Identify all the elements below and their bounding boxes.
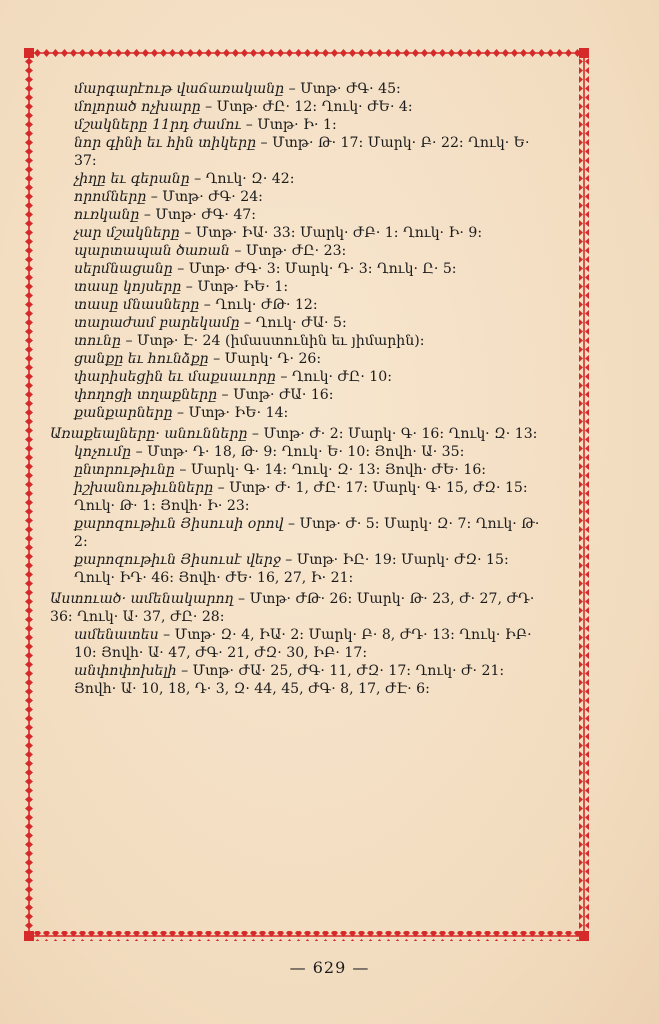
index-entry: [74, 188, 544, 206]
index-entry: [74, 242, 544, 260]
entry-references: – Ղուկ· ԺԸ· 10:: [275, 369, 392, 385]
entry-term: քանքարները: [74, 405, 173, 421]
page-number: — 629 —: [289, 958, 370, 977]
entry-references: – Մտթ· Ժ· 1, ԺԸ· 17: Մարկ· Գ· 15, ԺԶ· 15: Ղուկ· Թ· 1: Յովհ· Ի· 23:: [74, 480, 528, 514]
index-entry: [74, 626, 544, 662]
index-entry: [74, 443, 544, 461]
index-entry: [74, 134, 544, 170]
index-entry: [74, 206, 544, 224]
entry-references: – Մտթ· ԺԳ· 47:: [139, 207, 257, 223]
entry-references: – Մտթ· ԻԵ· 1:: [181, 279, 289, 295]
index-entry: [50, 590, 544, 626]
entry-references: – Մարկ· Դ· 26:: [208, 351, 322, 367]
entry-term: պարտապան ծառան: [74, 243, 230, 259]
entry-term: անփոփոխելի: [74, 663, 177, 679]
entry-references: – Ղուկ· Զ· 42:: [189, 171, 295, 187]
index-column: [50, 80, 544, 698]
entry-term: մարգարէութ վաճառականը: [74, 81, 285, 97]
entry-references: – Մտթ· Ժ· 5: Մարկ· Զ· 7: Ղուկ· Թ· 2:: [74, 516, 540, 550]
entry-term: Աստուած· ամենակարող: [50, 591, 234, 607]
entry-references: – Մտթ· ԻԸ· 19: Մարկ· ԺԶ· 15: Ղուկ· ԻԴ· 46: Յովհ· ԺԵ· 16, 27, Ի· 21:: [74, 552, 509, 586]
index-entry: [74, 368, 544, 386]
entry-references: – Մտթ· ԺԳ· 24:: [146, 189, 263, 205]
entry-term: ցանքը եւ հունձքը: [74, 351, 209, 367]
entry-term: Առաքեալները· անունները: [50, 426, 248, 442]
entry-term: սերմնացանը: [74, 261, 173, 277]
entry-references: – Մտթ· ԺԸ· 23:: [229, 243, 347, 259]
entry-term: տունը: [74, 333, 121, 349]
index-entry: [74, 116, 544, 134]
index-entry: [74, 278, 544, 296]
index-entry: [74, 461, 544, 479]
index-entry: [74, 386, 544, 404]
entry-term: չիղը եւ գերանը: [74, 171, 190, 187]
entry-references: – Մտթ· ԺԸ· 12: Ղուկ· ԺԵ· 4:: [200, 99, 413, 115]
index-entry: [74, 224, 544, 242]
entry-term: մշակները 11րդ ժամու: [74, 117, 242, 133]
index-entry: [74, 404, 544, 422]
entry-references: – Մտթ· ԺԹ· 26: Մարկ· Թ· 23, Ժ· 27, ԺԴ· 36: Ղուկ· Ա· 37, ԺԸ· 28:: [50, 591, 535, 625]
index-entry: [74, 260, 544, 278]
index-entry: [74, 98, 544, 116]
index-entry: [50, 425, 544, 443]
entry-references: – Մտթ· ԺԱ· 25, ԺԳ· 11, ԺԶ· 17: Ղուկ· Ժ· 21: Յովհ· Ա· 10, 18, Դ· 3, Զ· 44, 45, ԺԳ· 8, 17, ԺԷ· 6:: [74, 663, 505, 697]
entry-term: որոմները: [74, 189, 147, 205]
entry-references: – Մտթ· Դ· 18, Թ· 9: Ղուկ· Ե· 10: Յովհ· Ա· 35:: [131, 444, 465, 460]
entry-term: ուռկանը: [74, 207, 140, 223]
entry-term: տարաժամ բարեկամը: [74, 315, 240, 331]
entry-term: չար մշակները: [74, 225, 180, 241]
index-entry: [74, 296, 544, 314]
entry-references: – Մտթ· ԺԳ· 3: Մարկ· Դ· 3: Ղուկ· Ը· 5:: [172, 261, 457, 277]
index-entry: [74, 515, 544, 551]
index-entry: [74, 80, 544, 98]
index-entry: [74, 662, 544, 698]
entry-references: – Մտթ· Ի· 1:: [241, 117, 337, 133]
entry-references: – Ղուկ· ԺԱ· 5:: [239, 315, 347, 331]
entry-references: – Մտթ· Ժ· 2: Մարկ· Գ· 16: Ղուկ· Զ· 13:: [247, 426, 538, 442]
entry-term: ամենատես: [74, 627, 159, 643]
entry-term: փարիսեցին եւ մաքսաւորը: [74, 369, 276, 385]
entry-references: – Մտթ· ԻԵ· 14:: [172, 405, 289, 421]
index-entry: [74, 350, 544, 368]
entry-term: նոր գինի եւ հին տիկերը: [74, 135, 257, 151]
index-entry: [74, 314, 544, 332]
entry-references: – Մտթ· Զ· 4, ԻԱ· 2: Մարկ· Բ· 8, ԺԴ· 13: Ղուկ· ԻԲ· 10: Յովհ· Ա· 47, ԺԳ· 21, ԺԶ· 30, ԻԲ· 17:: [74, 627, 532, 661]
entry-references: – Մտթ· ԻԱ· 33: Մարկ· ԺԲ· 1: Ղուկ· Ի· 9:: [179, 225, 483, 241]
entry-references: – Մտթ· ԺԱ· 16:: [217, 387, 334, 403]
entry-term: ընտրութիւնը: [74, 462, 175, 478]
index-entry: [74, 170, 544, 188]
entry-term: կոչումը: [74, 444, 132, 460]
entry-term: տասը կոյսերը: [74, 279, 182, 295]
entry-term: քարոզութիւն Յիսուսի օրով: [74, 516, 284, 532]
entry-references: – Ղուկ· ԺԹ· 12:: [199, 297, 318, 313]
entry-references: – Մտթ· Թ· 17: Մարկ· Բ· 22: Ղուկ· Ե· 37:: [74, 135, 530, 169]
entry-term: քարոզութիւն Յիսուսէ վերջ: [74, 552, 281, 568]
entry-references: – Մարկ· Գ· 14: Ղուկ· Զ· 13: Յովհ· ԺԵ· 16:: [174, 462, 487, 478]
entry-term: իշխանութիւնները: [74, 480, 214, 496]
entry-term: տասը մնասները: [74, 297, 200, 313]
index-entry: [74, 332, 544, 350]
entry-term: փողոցի տղաքները: [74, 387, 218, 403]
index-entry: [74, 479, 544, 515]
entry-references: – Մտթ· ԺԳ· 45:: [284, 81, 401, 97]
index-entry: [74, 551, 544, 587]
entry-term: մոլորած ոչխարը: [74, 99, 201, 115]
entry-references: – Մտթ· Է· 24 (իմաստունին եւ յիմարին):: [120, 333, 425, 349]
